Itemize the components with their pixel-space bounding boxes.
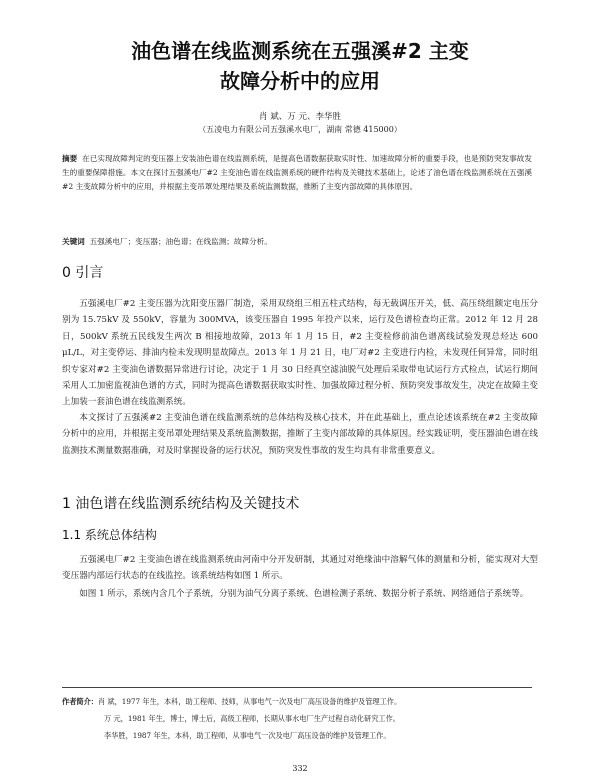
abstract-text: 在已实现故障判定的变压器上安装油色谱在线监测系统，是提高色谱数据获取实时性、加速故障分析的重要手段，也是预防突发事故发生的重要保障措施。本文在探讨五强溪电厂#2 主变油色谱在线监测系统的硬件结构及关键技术基础上，论述了油色谱在线监测系统在五强溪#2 主变故障分析中的应用，并根据主变吊罩处理结果及系统监测数据，推断了主变内部故障的具体原因。	[62, 154, 533, 191]
section-heading-1: 1 油色谱在线监测系统结构及关键技术	[62, 496, 300, 512]
intro-paragraph-2: 本文探讨了五强溪#2 主变油色谱在线监测系统的总体结构及核心技术，并在此基础上，重点论述该系统在#2 主变故障分析中的应用，并根据主变吊罩处理结果及系统监测数据，推断了主变内部故障的具体原因。经实践证明，变压器油色谱在线监测技术测量数据准确，对及时掌握设备的运行状况，预防突发性事故的发生均具有非常重要意义。	[62, 413, 538, 456]
abstract-label: 摘要	[62, 154, 78, 163]
intro-paragraph-1: 五强溪电厂#2 主变压器为沈阳变压器厂制造，采用双绕组三相五柱式结构，每无载调压开关，低、高压绕组额定电压分别为 15.75kV 及 550kV，容量为 300MVA，该变压器自 1995 年投产以来，运行及色谱检查均正常。2012 年 12 月 28 日，500kV 系统五民线发生两次 B 相接地故障，2013 年 1 月 15 日，#2 主变检修前油色谱离线试验发现总烃达 600 μL/L，对主变停运、排油内检未发现明显故障点。2013 年 1 月 21 日，电厂对#2 主变进行内检，未发现任何异常，同时组织专家对#2 主变油色谱数据异常进行讨论，决定于 1 月 30 日经真空滤油脱气处理后采取带电试运行方式检点，试运行期间采用人工加密监视油色谱的方式，同时为提高色谱数据获取实时性、加强故障过程分析、预防突发事故发生，决定在故障主变上加装一套油色谱在线监测系统。	[62, 299, 538, 408]
author-note-3: 李华胜，1987 年生，本科，助工程师，从事电气一次及电厂高压设备的维护及管理工作。	[104, 731, 391, 740]
section-1-1-paragraph-1: 五强溪电厂#2 主变油色谱在线监测系统由河南中分开发研制，其通过对绝缘油中溶解气体的测量和分析，能实现对大型变压器内部运行状态的在线监控。该系统结构如图 1 所示。	[62, 555, 538, 582]
section-1-1-paragraph-2: 如图 1 所示，系统内含几个子系统，分别为油气分离子系统、色谱检测子系统、数据分析子系统、网络通信子系统等。	[79, 589, 529, 599]
abstract-block	[62, 152, 532, 194]
keywords-label: 关键词	[62, 237, 85, 246]
author-note-2: 万 元，1981 年生，博士，博士后，高级工程师，长期从事水电厂生产过程自动化研究工作。	[104, 714, 400, 723]
keywords-text: 五强溪电厂；变压器；油色谱；在线监测；故障分析。	[89, 237, 272, 246]
paper-affiliation: （五凌电力有限公司五强溪水电厂，湖南 常德 415000）	[198, 125, 402, 134]
subsection-heading-1-1: 1.1 系统总体结构	[62, 528, 157, 542]
section-heading-introduction: 0 引言	[62, 265, 104, 281]
keywords-block	[62, 236, 532, 248]
author-note-1	[62, 693, 538, 710]
footnote-divider	[62, 687, 532, 688]
paper-title-line1: 油色谱在线监测系统在五强溪#2 主变	[131, 39, 469, 63]
page-number: 332	[292, 764, 308, 773]
author-notes	[62, 693, 538, 744]
paper-title-line2: 故障分析中的应用	[220, 69, 380, 93]
author-note-label: 作者简介：	[62, 697, 98, 706]
author-note-1-text: 肖 斌，1977 年生，本科，助工程师、技师，从事电气一次及电厂高压设备的维护及管理工作。	[97, 697, 402, 706]
paper-authors: 肖 斌、万 元、李华胜	[259, 112, 341, 122]
